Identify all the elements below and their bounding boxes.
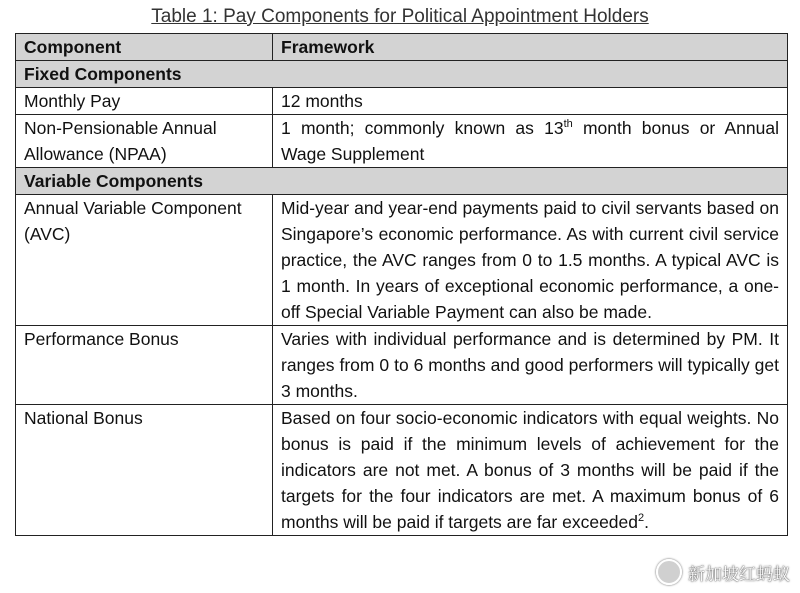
- table-row: [16, 115, 788, 168]
- table-title: Table 1: Pay Components for Political Appointment Holders: [151, 6, 649, 27]
- table-row: [16, 195, 788, 326]
- table-row: [16, 326, 788, 405]
- section-row-variable: [16, 168, 788, 195]
- wechat-icon: [656, 559, 682, 585]
- watermark: [656, 559, 790, 585]
- table-row: [16, 88, 788, 115]
- framework-avc: Mid-year and year-end payments paid to civil servants based on Singapore’s economic performance. As with current civil service practice, the AVC ranges from 0 to 1.5 months. A typical AVC is 1 month. In years of exceptional economic performance, a one-off Special Variable Payment can also be made.: [273, 195, 788, 326]
- framework-performance-bonus: Varies with individual performance and is determined by PM. It ranges from 0 to 6 months and good performers will typically get 3 months.: [273, 326, 788, 405]
- component-npaa: Non-Pensionable Annual Allowance (NPAA): [16, 115, 273, 168]
- header-framework: Framework: [273, 34, 788, 61]
- framework-npaa-text: 1 month; commonly known as 13: [281, 118, 564, 138]
- framework-national-text-end: .: [644, 512, 649, 532]
- framework-national-text: Based on four socio-economic indicators with equal weights. No bonus is paid if the minimum levels of achievement for the indicators are not met. A bonus of 3 months will be paid if the targets for the four indicators are met. A maximum bonus of 6 months will be paid if targets are far exceeded: [281, 408, 779, 532]
- section-fixed-components: Fixed Components: [16, 61, 788, 88]
- footnote-marker: 2: [638, 512, 645, 525]
- framework-monthly-pay: 12 months: [273, 88, 788, 115]
- pay-components-table: [15, 33, 788, 536]
- component-avc: Annual Variable Component (AVC): [16, 195, 273, 326]
- component-monthly-pay: Monthly Pay: [16, 88, 273, 115]
- watermark-text: 新加坡红蚂蚁: [688, 564, 790, 585]
- component-performance-bonus: Performance Bonus: [16, 326, 273, 405]
- component-national-bonus: National Bonus: [16, 405, 273, 536]
- section-row-fixed: [16, 61, 788, 88]
- header-row: [16, 34, 788, 61]
- section-variable-components: Variable Components: [16, 168, 788, 195]
- header-component: Component: [16, 34, 273, 61]
- framework-npaa: [273, 115, 788, 168]
- table-row: [16, 405, 788, 536]
- framework-national-bonus: [273, 405, 788, 536]
- framework-npaa-superscript: th: [563, 118, 573, 131]
- framework-npaa-text-end: month bonus or Annual Wage Supplement: [281, 118, 779, 164]
